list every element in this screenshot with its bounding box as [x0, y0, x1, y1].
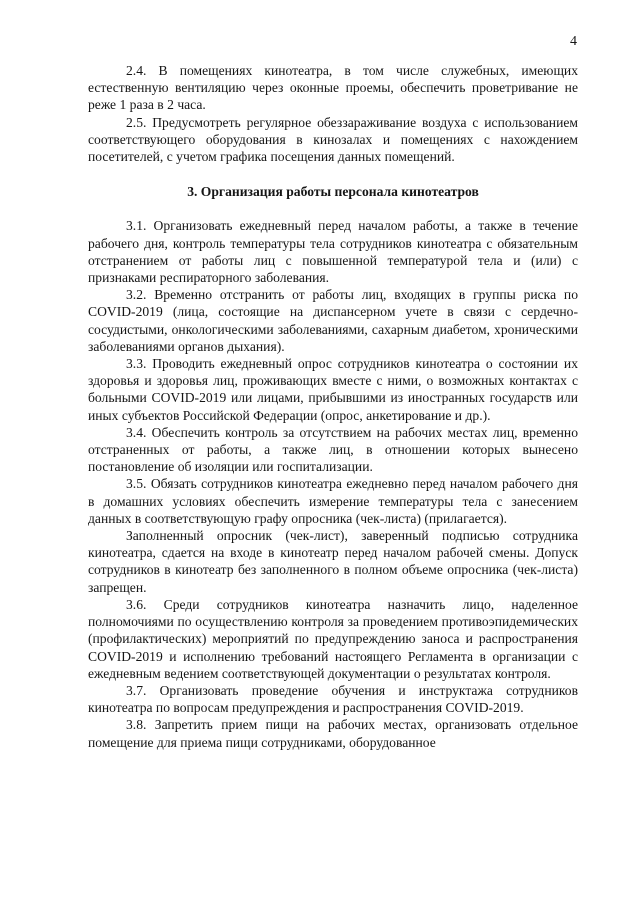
paragraph-3-6: 3.6. Среди сотрудников кинотеатра назначить лицо, наделенное полномочиями по осуществлению контроля за проведением противоэпидемических (профилактических) мероприятий по предупреждению заноса и распространения COVID-2019 и исполнению требований настоящего Регламента в организации с ежедневным ведением соответствующей документации о результатах контроля. [88, 596, 578, 681]
paragraph-3-2: 3.2. Временно отстранить от работы лиц, входящих в группы риска по COVID-2019 (лица, состоящие на диспансерном учете в связи с сердечно-сосудистыми, онкологическими заболеваниями, сахарным диабетом, хроническими заболеваниями органов дыхания). [88, 287, 578, 354]
paragraph-3-7: 3.7. Организовать проведение обучения и инструктажа сотрудников кинотеатра по вопросам предупреждения и распространения COVID-2019. [88, 682, 578, 716]
section-title: 3. Организация работы персонала кинотеатров [187, 184, 479, 200]
paragraph-2-4: 2.4. В помещениях кинотеатра, в том числе служебных, имеющих естественную вентиляцию через оконные проемы, обеспечить проветривание не реже 1 раза в 2 часа. [88, 63, 578, 113]
paragraph-3-3: 3.3. Проводить ежедневный опрос сотрудников кинотеатра о состоянии их здоровья и здоровья лиц, проживающих вместе с ними, о возможных контактах с больными COVID-2019 или лицами, прибывшими из иностранных государств или иных субъектов Российской Федерации (опрос, анкетирование и др.). [88, 356, 578, 423]
page-number: 4 [570, 34, 577, 49]
paragraph-3-4: 3.4. Обеспечить контроль за отсутствием на рабочих местах лиц, временно отстраненных от работы, а также лиц, в отношении которых вынесено постановление об изоляции или госпитализации. [88, 424, 578, 475]
paragraph-3-8: 3.8. Запретить прием пищи на рабочих местах, организовать отдельное помещение для приема пищи сотрудниками, оборудованное [88, 717, 578, 750]
paragraph-3-1: 3.1. Организовать ежедневный перед началом работы, а также в течение рабочего дня, контроль температуры тела сотрудников кинотеатра с обязательным отстранением от работы лиц с повышенной температурой тела и (или) с признаками респираторного заболевания. [88, 218, 578, 286]
paragraph-3-5: 3.5. Обязать сотрудников кинотеатра ежедневно перед началом рабочего дня в домашних условиях обеспечить измерение температуры тела с занесением данных в соответствующую графу опросника (чек-листа) (прилагается). [88, 476, 578, 526]
paragraph-checklist: Заполненный опросник (чек-лист), заверенный подписью сотрудника кинотеатра, сдается на входе в кинотеатр перед началом рабочей смены. Допуск сотрудников в кинотеатр без заполненного в полном объеме опросника (чек-листа) запрещен. [88, 528, 578, 595]
paragraph-2-5: 2.5. Предусмотреть регулярное обеззараживание воздуха с использованием соответствующего оборудования в кинозалах и помещениях с нахождением посетителей, с учетом графика посещения данных помещений. [88, 114, 578, 165]
document-body [88, 62, 578, 751]
